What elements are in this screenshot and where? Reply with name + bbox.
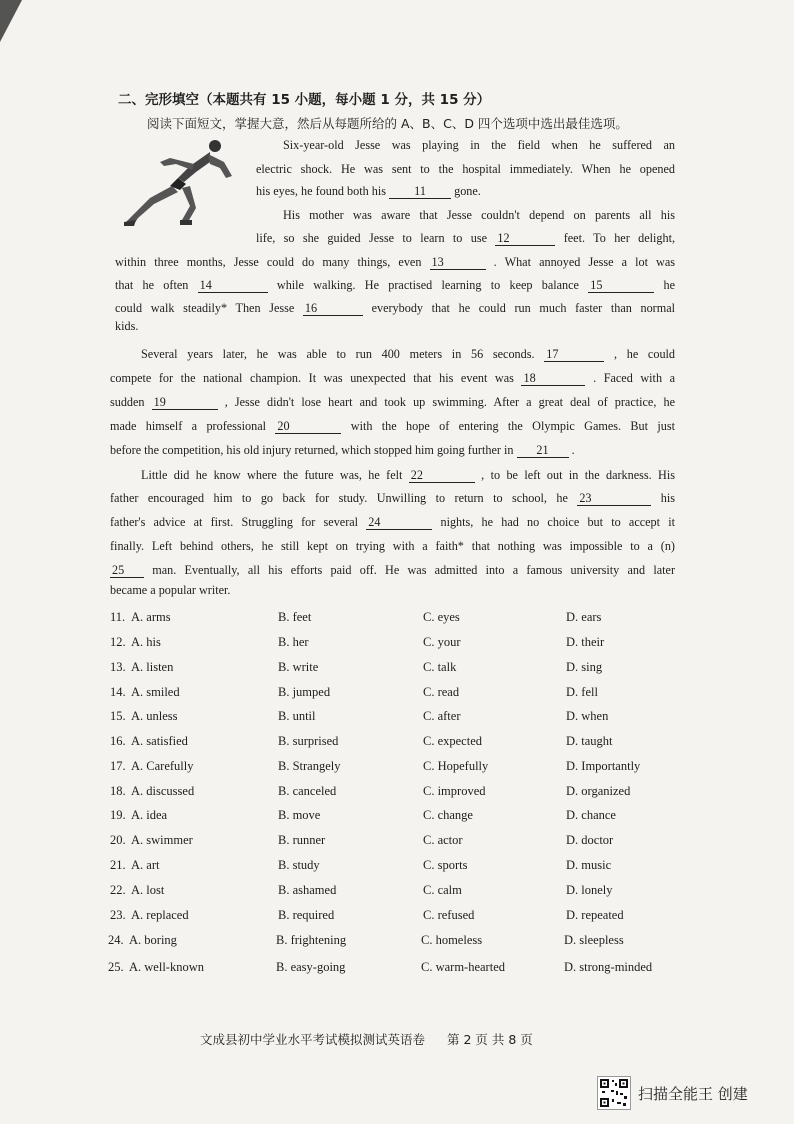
passage-line bbox=[110, 370, 675, 386]
option-b: B. write bbox=[278, 660, 319, 674]
option-a: A. his bbox=[131, 635, 161, 649]
passage-text: made himself a professional bbox=[110, 419, 267, 433]
passage-text: sudden bbox=[110, 395, 145, 409]
passage-line bbox=[141, 346, 675, 362]
passage-line bbox=[110, 442, 655, 458]
option-b: B. study bbox=[278, 858, 320, 872]
option-c: C. Hopefully bbox=[423, 759, 489, 773]
option-d: D. their bbox=[566, 635, 605, 649]
passage-line bbox=[283, 137, 675, 153]
passage-line bbox=[110, 562, 675, 578]
passage-text: . Faced with a bbox=[593, 371, 676, 385]
passage-text: father encouraged him to go back for study. Unwilling to return to school, he bbox=[110, 491, 568, 505]
option-a: A. discussed bbox=[131, 784, 195, 798]
option-a: A. well-known bbox=[129, 960, 204, 974]
option-d: D. strong-minded bbox=[564, 960, 653, 974]
passage-text: Several years later, he was able to run 400 meters in 56 seconds. bbox=[141, 347, 535, 361]
option-b: B. ashamed bbox=[278, 883, 337, 897]
option-c: C. after bbox=[423, 709, 461, 723]
option-a: A. arms bbox=[131, 610, 171, 624]
blank-25: 25 bbox=[110, 563, 144, 578]
option-a: A. art bbox=[131, 858, 160, 872]
exam-name: 文成县初中学业水平考试模拟测试英语卷 bbox=[200, 1032, 426, 1047]
passage-line bbox=[283, 207, 675, 223]
passage-line bbox=[110, 582, 230, 598]
blank-15: 15 bbox=[588, 278, 654, 293]
option-b: B. feet bbox=[278, 610, 312, 624]
option-b: B. easy-going bbox=[276, 960, 346, 974]
passage-text: compete for the national champion. It was unexpected that his event was bbox=[110, 371, 514, 385]
option-a: A. boring bbox=[129, 933, 177, 947]
passage-text: gone. bbox=[454, 184, 481, 198]
passage-line bbox=[256, 161, 675, 177]
option-a: A. smiled bbox=[131, 685, 180, 699]
blank-16: 16 bbox=[303, 301, 363, 316]
option-b: B. until bbox=[278, 709, 316, 723]
option-d: D. repeated bbox=[566, 908, 624, 922]
option-d: D. when bbox=[566, 709, 609, 723]
option-d: D. lonely bbox=[566, 883, 613, 897]
question-number: 20. bbox=[110, 833, 126, 847]
passage-text: . bbox=[571, 443, 575, 457]
question-number: 18. bbox=[110, 784, 126, 798]
passage-text: His mother was aware that Jesse couldn't depend on parents all his bbox=[283, 208, 675, 222]
option-a: A. idea bbox=[131, 808, 168, 822]
question-number: 14. bbox=[110, 685, 126, 699]
passage-text: , to be left out in the darkness. His bbox=[481, 468, 675, 482]
passage-text: with the hope of entering the Olympic Games. But just bbox=[350, 419, 676, 433]
passage-line bbox=[110, 538, 675, 554]
blank-24: 24 bbox=[366, 515, 432, 530]
question-number: 16. bbox=[110, 734, 126, 748]
option-c: C. talk bbox=[423, 660, 457, 674]
scan-corner-shadow bbox=[0, 0, 22, 42]
option-d: D. sing bbox=[566, 660, 603, 674]
option-a: A. Carefully bbox=[131, 759, 194, 773]
passage-line bbox=[110, 514, 675, 530]
option-b: B. Strangely bbox=[278, 759, 341, 773]
passage-text: could walk steadily* Then Jesse bbox=[115, 301, 295, 315]
option-d: D. fell bbox=[566, 685, 598, 699]
passage-text: within three months, Jesse could do many things, even bbox=[115, 255, 422, 269]
passage-text: his bbox=[660, 491, 676, 505]
passage-text: , Jesse didn't lose heart and took up swimming. After a great deal of practice, he bbox=[224, 395, 676, 409]
option-d: D. chance bbox=[566, 808, 616, 822]
scanner-watermark: 扫描全能王 创建 bbox=[638, 1085, 748, 1103]
blank-13: 13 bbox=[430, 255, 486, 270]
option-d: D. music bbox=[566, 858, 612, 872]
runner-illustration bbox=[120, 136, 248, 228]
option-a: A. unless bbox=[131, 709, 178, 723]
blank-19: 19 bbox=[152, 395, 218, 410]
passage-line bbox=[115, 254, 675, 270]
passage-text: he bbox=[663, 278, 676, 292]
passage-text: finally. Left behind others, he still kept on trying with a faith* that nothing was impossible to a (n) bbox=[110, 539, 675, 553]
passage-text: kids. bbox=[115, 319, 139, 333]
option-b: B. required bbox=[278, 908, 335, 922]
question-number: 11. bbox=[110, 610, 126, 624]
option-b: B. frightening bbox=[276, 933, 347, 947]
qr-code-icon bbox=[597, 1076, 631, 1110]
option-d: D. doctor bbox=[566, 833, 614, 847]
passage-text: his eyes, he found both his bbox=[256, 184, 386, 198]
passage-text: everybody that he could run much faster than normal bbox=[371, 301, 676, 315]
option-c: C. warm-hearted bbox=[421, 960, 505, 974]
section-instructions: 阅读下面短文，掌握大意，然后从每题所给的 A、B、C、D 四个选项中选出最佳选项。 bbox=[147, 116, 628, 131]
passage-text: Six-year-old Jesse was playing in the field when he suffered an bbox=[283, 138, 675, 152]
option-b: B. runner bbox=[278, 833, 326, 847]
blank-22: 22 bbox=[409, 468, 475, 483]
question-number: 19. bbox=[110, 808, 126, 822]
question-number: 15. bbox=[110, 709, 126, 723]
question-number: 12. bbox=[110, 635, 126, 649]
question-number: 22. bbox=[110, 883, 126, 897]
blank-17: 17 bbox=[544, 347, 604, 362]
passage-line bbox=[110, 490, 675, 506]
option-c: C. read bbox=[423, 685, 460, 699]
option-a: A. satisfied bbox=[131, 734, 188, 748]
question-number: 25. bbox=[108, 960, 124, 974]
passage-text: man. Eventually, all his efforts paid off. He was admitted into a famous university and later bbox=[152, 563, 676, 577]
option-d: D. taught bbox=[566, 734, 613, 748]
passage-line bbox=[110, 394, 675, 410]
option-b: B. surprised bbox=[278, 734, 339, 748]
option-c: C. expected bbox=[423, 734, 483, 748]
option-c: C. calm bbox=[423, 883, 462, 897]
passage-text: electric shock. He was sent to the hospital immediately. When he opened bbox=[256, 162, 675, 176]
blank-21: 21 bbox=[517, 443, 569, 458]
passage-text: , he could bbox=[613, 347, 676, 361]
option-a: A. swimmer bbox=[131, 833, 193, 847]
blank-11: 11 bbox=[389, 184, 451, 199]
passage-text: became a popular writer. bbox=[110, 583, 231, 597]
question-number: 21. bbox=[110, 858, 126, 872]
passage-line bbox=[115, 277, 675, 293]
option-d: D. sleepless bbox=[564, 933, 624, 947]
option-a: A. listen bbox=[131, 660, 174, 674]
passage-text: while walking. He practised learning to keep balance bbox=[276, 278, 579, 292]
passage-line bbox=[110, 418, 675, 434]
blank-23: 23 bbox=[577, 491, 651, 506]
option-b: B. move bbox=[278, 808, 321, 822]
option-a: A. lost bbox=[131, 883, 165, 897]
option-b: B. her bbox=[278, 635, 309, 649]
blank-18: 18 bbox=[521, 371, 585, 386]
passage-text: feet. To her delight, bbox=[563, 231, 676, 245]
question-number: 23. bbox=[110, 908, 126, 922]
passage-text: that he often bbox=[115, 278, 189, 292]
page-number: 第 2 页 共 8 页 bbox=[446, 1032, 533, 1047]
option-c: C. your bbox=[423, 635, 461, 649]
question-number: 24. bbox=[108, 933, 124, 947]
passage-line bbox=[256, 183, 481, 199]
passage-line bbox=[256, 230, 675, 246]
blank-14: 14 bbox=[198, 278, 268, 293]
question-number: 13. bbox=[110, 660, 126, 674]
option-a: A. replaced bbox=[131, 908, 189, 922]
passage-text: father's advice at first. Struggling for several bbox=[110, 515, 359, 529]
page-footer bbox=[200, 1030, 533, 1048]
passage-line bbox=[115, 318, 138, 334]
question-number: 17. bbox=[110, 759, 126, 773]
option-c: C. refused bbox=[423, 908, 475, 922]
option-c: C. change bbox=[423, 808, 473, 822]
blank-12: 12 bbox=[495, 231, 555, 246]
passage-line bbox=[141, 467, 675, 483]
option-c: C. actor bbox=[423, 833, 463, 847]
option-b: B. canceled bbox=[278, 784, 337, 798]
passage-text: nights, he had no choice but to accept it bbox=[440, 515, 676, 529]
option-c: C. improved bbox=[423, 784, 486, 798]
option-d: D. organized bbox=[566, 784, 631, 798]
option-c: C. homeless bbox=[421, 933, 483, 947]
option-b: B. jumped bbox=[278, 685, 331, 699]
option-c: C. sports bbox=[423, 858, 468, 872]
option-d: D. ears bbox=[566, 610, 602, 624]
passage-line bbox=[115, 300, 675, 316]
passage-text: Little did he know where the future was, he felt bbox=[141, 468, 403, 482]
passage-text: life, so she guided Jesse to learn to use bbox=[256, 231, 487, 245]
passage-text: before the competition, his old injury returned, which stopped him going further in bbox=[110, 443, 514, 457]
option-c: C. eyes bbox=[423, 610, 460, 624]
section-title: 二、完形填空（本题共有 15 小题，每小题 1 分，共 15 分） bbox=[118, 92, 491, 108]
option-d: D. Importantly bbox=[566, 759, 641, 773]
blank-20: 20 bbox=[275, 419, 341, 434]
passage-text: . What annoyed Jesse a lot was bbox=[493, 255, 676, 269]
